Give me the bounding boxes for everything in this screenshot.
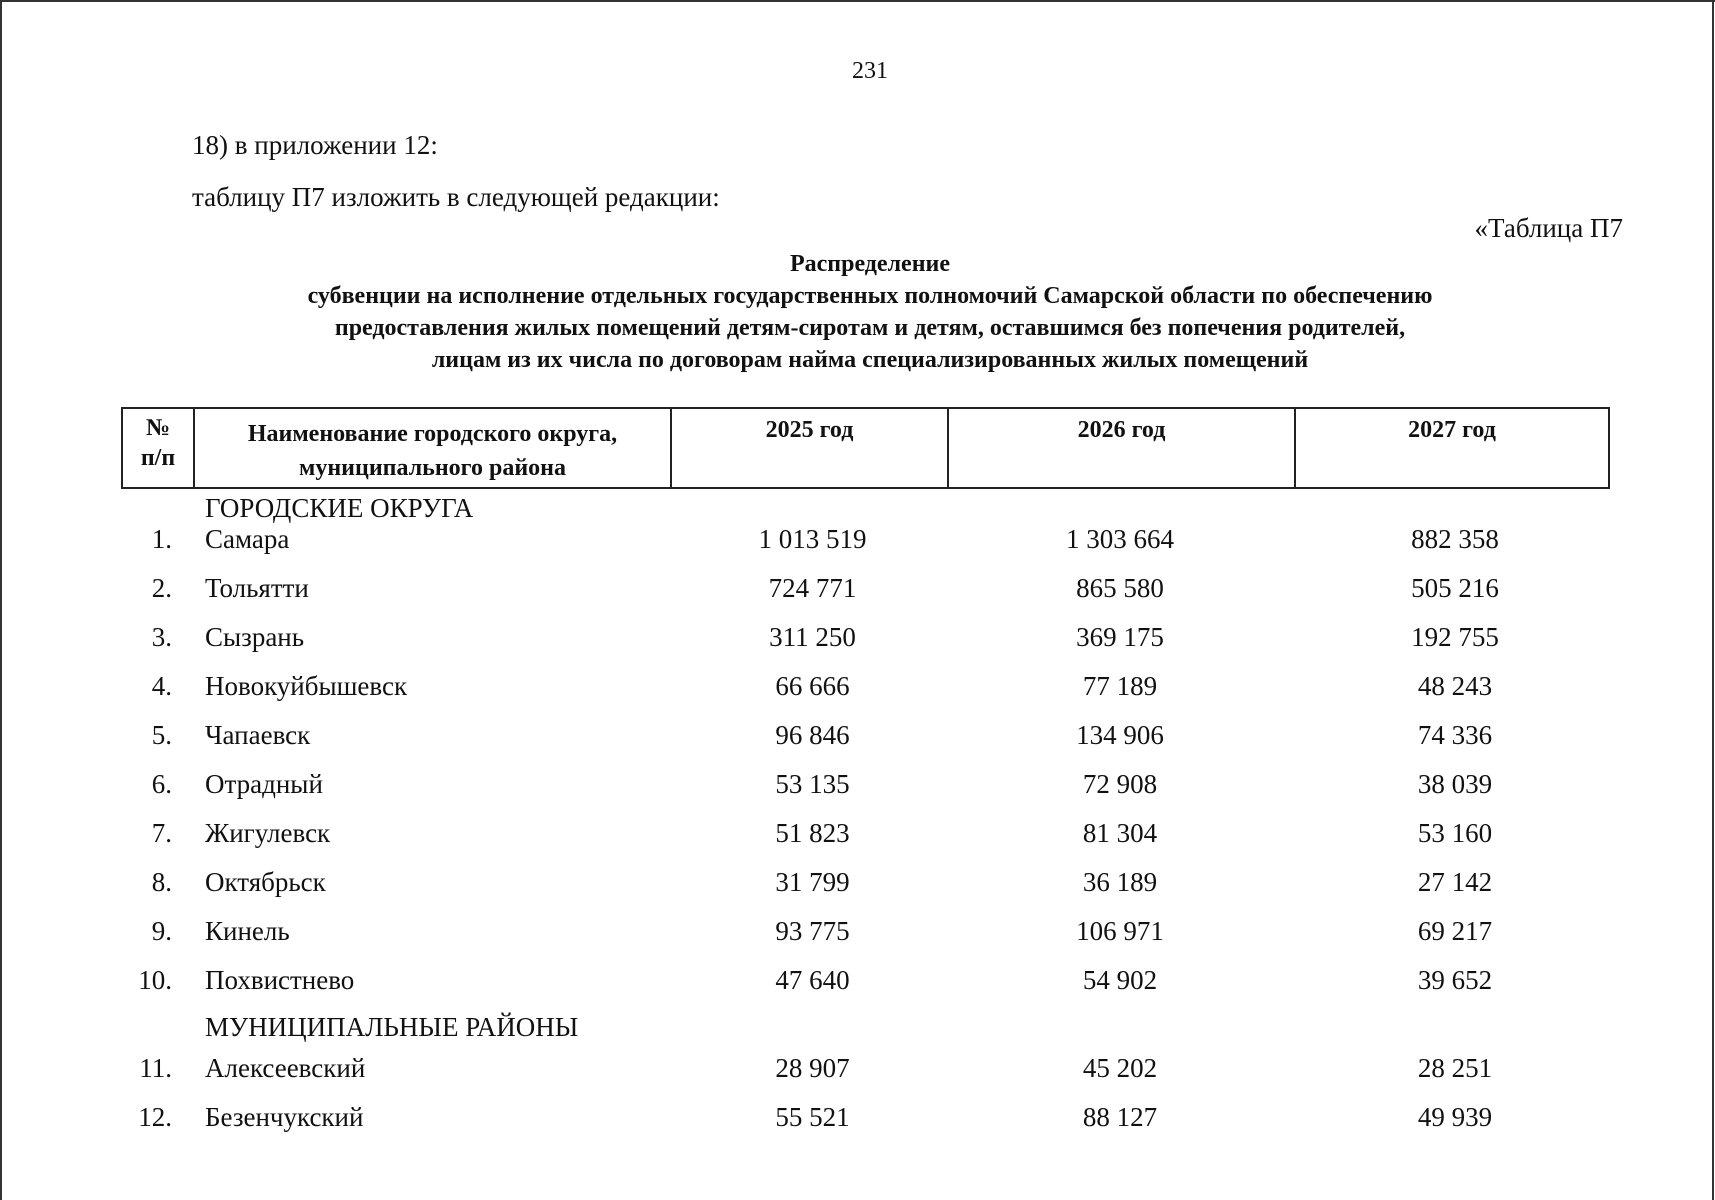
row-value-2025: 28 907	[775, 1053, 850, 1083]
table-row	[0, 769, 1715, 805]
section-city-districts: ГОРОДСКИЕ ОКРУГА	[205, 493, 474, 523]
row-value-2026: 81 304	[1082, 818, 1158, 848]
row-number: 1.	[151, 524, 172, 554]
intro-line-1: 18) в приложении 12:	[192, 130, 438, 160]
row-value-2025: 51 823	[775, 818, 850, 848]
row-value-2027: 882 358	[1411, 524, 1499, 554]
row-value-2025: 66 666	[775, 671, 850, 701]
section-municipal-districts: МУНИЦИПАЛЬНЫЕ РАЙОНЫ	[205, 1012, 579, 1042]
row-value-2027: 53 160	[1417, 818, 1493, 848]
row-name: Чапаевск	[205, 720, 311, 750]
row-name: Безенчукский	[205, 1102, 364, 1132]
row-value-2027: 28 251	[1417, 1053, 1493, 1083]
row-number: 7.	[151, 818, 172, 848]
row-value-2026: 88 127	[1082, 1102, 1158, 1132]
row-value-2026: 134 906	[1076, 720, 1164, 750]
row-value-2026: 865 580	[1076, 573, 1164, 603]
row-value-2026: 36 189	[1082, 867, 1158, 897]
row-value-2025: 311 250	[769, 622, 856, 652]
row-value-2025: 31 799	[775, 867, 850, 897]
row-value-2027: 39 652	[1417, 965, 1493, 995]
table-row	[0, 524, 1715, 560]
table-row	[0, 1053, 1715, 1089]
row-number: 4.	[151, 671, 172, 701]
header-number-line-1: №	[145, 415, 171, 441]
row-name: Сызрань	[205, 622, 305, 652]
table-row	[0, 1102, 1715, 1138]
header-number	[122, 408, 194, 488]
row-value-2026: 45 202	[1082, 1053, 1158, 1083]
row-value-2026: 106 971	[1076, 916, 1164, 946]
row-name: Октябрьск	[205, 867, 326, 897]
row-value-2025: 724 771	[768, 573, 857, 603]
document-title	[120, 248, 1620, 376]
intro-line-2: таблицу П7 изложить в следующей редакции:	[192, 182, 720, 212]
row-value-2027: 69 217	[1417, 916, 1493, 946]
row-value-2025: 47 640	[775, 965, 850, 995]
row-value-2025: 53 135	[775, 769, 850, 799]
row-number: 10.	[138, 965, 172, 995]
row-value-2025: 1 013 519	[758, 524, 867, 554]
row-number: 8.	[151, 867, 172, 897]
title-line-2: субвенции на исполнение отдельных государственных полномочий Самарской области по обеспечению	[307, 283, 1433, 309]
row-value-2027: 27 142	[1417, 867, 1493, 897]
row-name: Кинель	[205, 916, 290, 946]
table-row	[0, 965, 1715, 1001]
row-value-2027: 38 039	[1417, 769, 1493, 799]
table-header	[121, 407, 1610, 489]
title-line-3: предоставления жилых помещений детям-сиротам и детям, оставшимся без попечения родителей,	[334, 315, 1406, 341]
header-name-line-1: Наименование городского округа,	[247, 421, 618, 447]
table-row	[0, 671, 1715, 707]
row-name: Отрадный	[205, 769, 323, 799]
header-2025: 2025 год	[671, 408, 948, 488]
row-name: Похвистнево	[205, 965, 355, 995]
table-row	[0, 867, 1715, 903]
row-number: 2.	[151, 573, 172, 603]
row-number: 6.	[151, 769, 172, 799]
table-row	[0, 622, 1715, 658]
row-value-2027: 74 336	[1417, 720, 1493, 750]
table-row	[0, 720, 1715, 756]
title-line-1: Распределение	[789, 251, 951, 277]
row-name: Самара	[205, 524, 290, 554]
page-number: 231	[852, 58, 888, 84]
table-label: «Таблица П7	[1474, 213, 1623, 243]
row-name: Тольятти	[205, 573, 309, 603]
header-number-line-2: п/п	[140, 445, 176, 471]
header-2026: 2026 год	[948, 408, 1295, 488]
header-name	[194, 408, 671, 488]
row-value-2027: 48 243	[1417, 671, 1493, 701]
table-row	[0, 916, 1715, 952]
row-value-2026: 72 908	[1082, 769, 1158, 799]
table-row	[0, 573, 1715, 609]
row-value-2027: 505 216	[1411, 573, 1499, 603]
row-value-2026: 369 175	[1076, 622, 1164, 652]
header-name-line-2: муниципального района	[299, 455, 566, 481]
header-2027: 2027 год	[1295, 408, 1609, 488]
row-number: 11.	[139, 1053, 172, 1083]
row-value-2025: 93 775	[775, 916, 850, 946]
row-value-2027: 192 755	[1411, 622, 1499, 652]
row-value-2025: 55 521	[775, 1102, 850, 1132]
row-value-2026: 77 189	[1082, 671, 1158, 701]
row-number: 5.	[151, 720, 172, 750]
row-value-2025: 96 846	[775, 720, 850, 750]
row-number: 9.	[151, 916, 172, 946]
page-border-top	[0, 0, 1715, 2]
row-value-2027: 49 939	[1417, 1102, 1493, 1132]
row-number: 12.	[138, 1102, 172, 1132]
row-name: Новокуйбышевск	[205, 671, 408, 701]
row-number: 3.	[151, 622, 172, 652]
row-name: Жигулевск	[205, 818, 331, 848]
row-name: Алексеевский	[205, 1053, 366, 1083]
row-value-2026: 1 303 664	[1066, 524, 1174, 554]
table-row	[0, 818, 1715, 854]
row-value-2026: 54 902	[1082, 965, 1158, 995]
title-line-4: лицам из их числа по договорам найма специализированных жилых помещений	[431, 347, 1309, 373]
